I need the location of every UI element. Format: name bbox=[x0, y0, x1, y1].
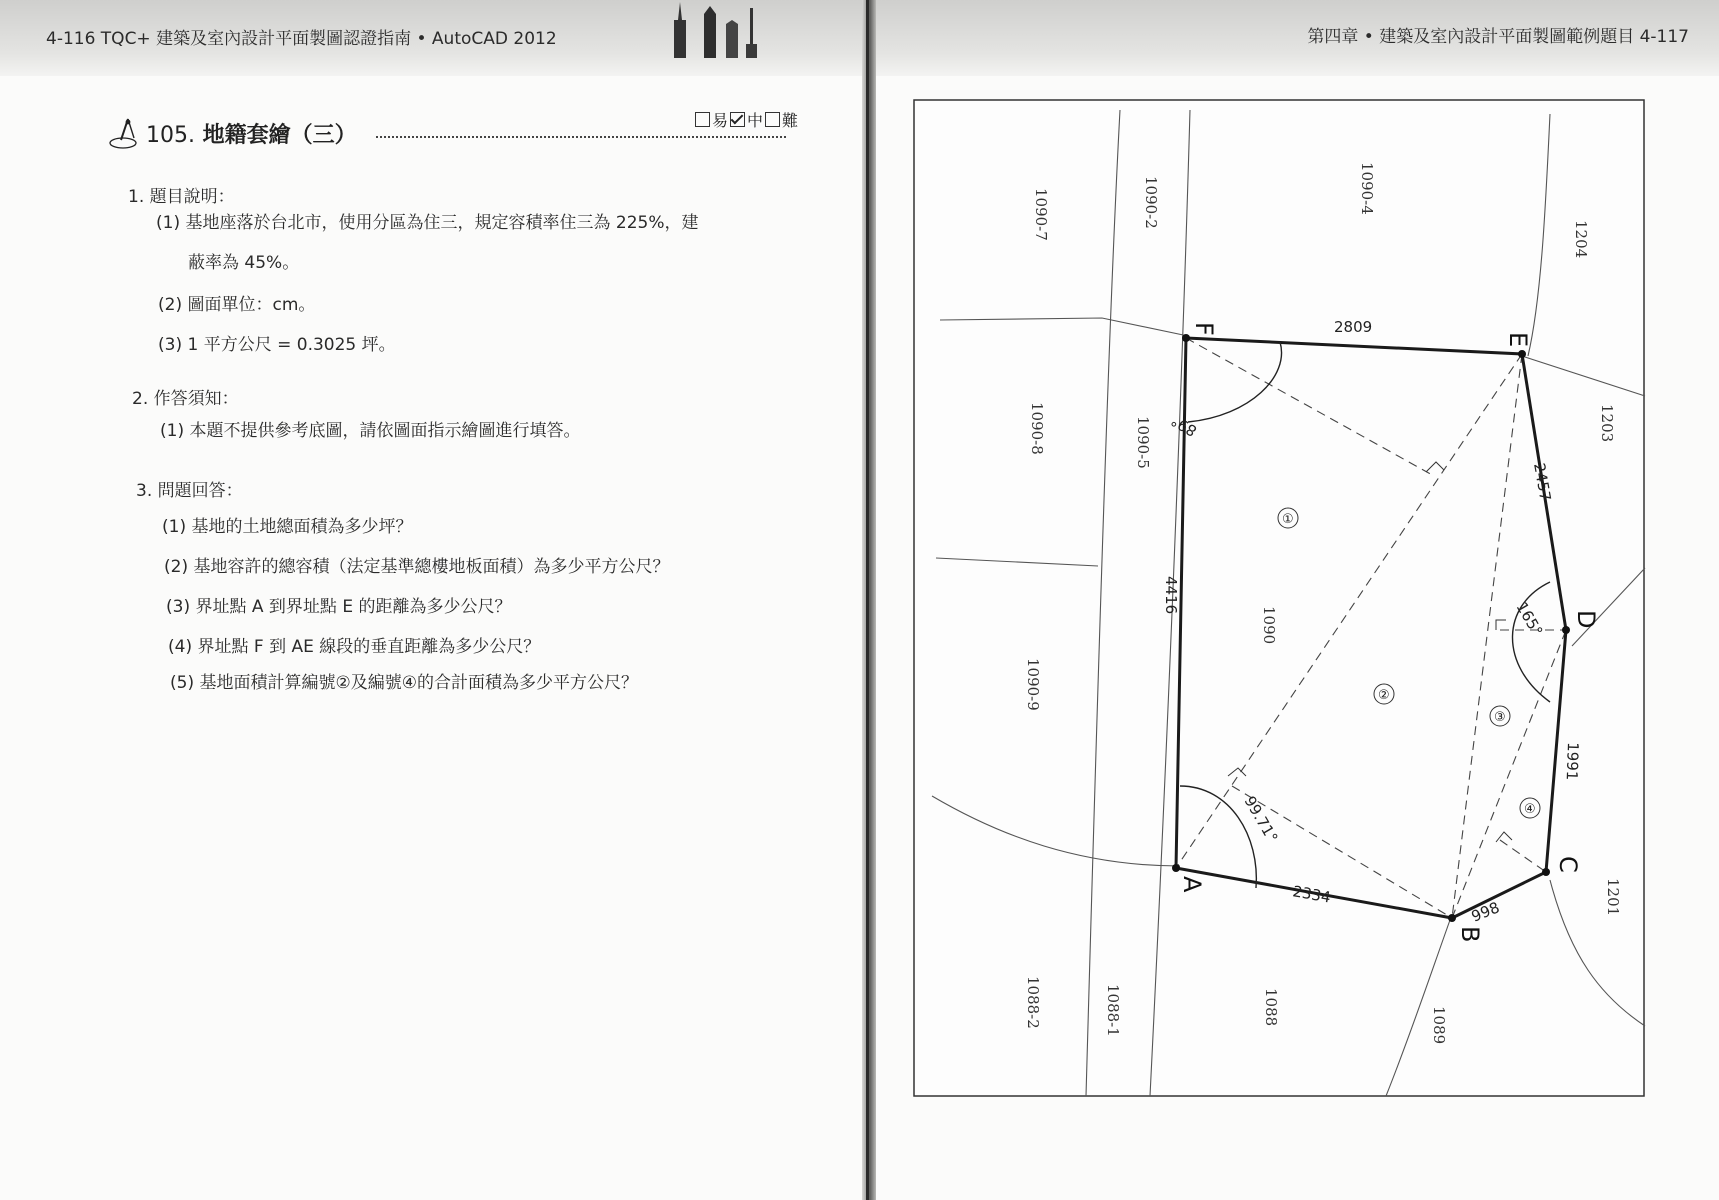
region-1-label: ① bbox=[1282, 512, 1294, 527]
question-title bbox=[108, 111, 798, 150]
dimension-AF: 4416 bbox=[1162, 576, 1180, 615]
region-4-label: ④ bbox=[1524, 802, 1536, 817]
section-heading: 3. 問題回答： bbox=[136, 481, 243, 501]
cadastral-svg bbox=[910, 96, 1690, 1106]
angle-label-F: 89° bbox=[1167, 411, 1200, 441]
title-text bbox=[146, 118, 357, 149]
parcel-label: 1090-8 bbox=[1028, 402, 1046, 455]
point-E bbox=[1518, 350, 1526, 358]
point-label-E: E bbox=[1504, 332, 1532, 348]
skyline-icon bbox=[668, 0, 778, 58]
parcel-label: 1088-2 bbox=[1024, 976, 1042, 1029]
parcel-label: 1089 bbox=[1430, 1006, 1448, 1045]
parcel-label: 1090-4 bbox=[1358, 162, 1376, 215]
medium-checkbox[interactable] bbox=[730, 112, 745, 127]
title-label: 地籍套繪（三） bbox=[202, 123, 357, 148]
left-page-header: 4-116 TQC+ 建築及室內設計平面製圖認證指南 • AutoCAD 2012 bbox=[46, 29, 557, 49]
section-item: (2) 圖面單位：cm。 bbox=[158, 295, 316, 315]
dimension-CB: 998 bbox=[1468, 898, 1503, 926]
point-A bbox=[1172, 864, 1180, 872]
angle-label-A: 99.71° bbox=[1240, 793, 1282, 846]
drawing-frame bbox=[914, 100, 1644, 1096]
medium-label: 中 bbox=[746, 111, 763, 130]
dimension-ED: 2457 bbox=[1530, 461, 1555, 503]
parcel-label: 1203 bbox=[1598, 404, 1616, 443]
difficulty-indicator bbox=[693, 108, 798, 131]
point-label-F: F bbox=[1190, 322, 1218, 336]
hard-label: 難 bbox=[781, 111, 798, 130]
point-D bbox=[1562, 626, 1570, 634]
region-3-label: ③ bbox=[1494, 710, 1506, 725]
parcel-label: 1090-2 bbox=[1142, 176, 1160, 229]
question-item: (1) 基地的土地總面積為多少坪？ bbox=[162, 517, 413, 537]
point-label-D: D bbox=[1572, 610, 1600, 629]
point-C bbox=[1542, 868, 1550, 876]
drafting-compass-icon bbox=[108, 116, 142, 150]
hard-checkbox[interactable] bbox=[765, 112, 780, 127]
point-label-B: B bbox=[1456, 926, 1484, 943]
section-heading: 2. 作答須知： bbox=[132, 389, 239, 409]
parcel-label: 1201 bbox=[1604, 878, 1622, 917]
section-item: 蔽率為 45%。 bbox=[188, 253, 300, 273]
title-leader-dots bbox=[376, 136, 786, 138]
easy-label: 易 bbox=[711, 111, 728, 130]
point-F bbox=[1182, 334, 1190, 342]
angle-label-D: 165° bbox=[1512, 599, 1547, 640]
question-item: (5) 基地面積計算編號②及編號④的合計面積為多少平方公尺？ bbox=[170, 673, 638, 693]
parcel-label: 1088 bbox=[1262, 988, 1280, 1027]
cadastral-drawing bbox=[910, 96, 1690, 1106]
easy-checkbox[interactable] bbox=[695, 112, 710, 127]
section-item: (1) 基地座落於台北市，使用分區為住三，規定容積率住三為 225%，建 bbox=[156, 213, 699, 233]
dimension-FE: 2809 bbox=[1334, 318, 1373, 336]
point-label-A: A bbox=[1178, 876, 1206, 893]
dimension-DC: 1991 bbox=[1562, 741, 1582, 781]
parcel-label: 1090-5 bbox=[1134, 416, 1152, 469]
parcel-label: 1090 bbox=[1260, 606, 1278, 645]
parcel-label: 1090-9 bbox=[1024, 658, 1042, 711]
question-item: (2) 基地容許的總容積（法定基準總樓地板面積）為多少平方公尺？ bbox=[164, 557, 670, 577]
title-number: 105. bbox=[146, 123, 195, 148]
parcel-label: 1090-7 bbox=[1032, 188, 1050, 241]
right-page-header: 第四章 • 建築及室內設計平面製圖範例題目 4-117 bbox=[1307, 27, 1689, 47]
gutter-line bbox=[866, 0, 869, 1200]
parcel-label: 1204 bbox=[1572, 220, 1590, 259]
dimension-BA: 2334 bbox=[1291, 882, 1333, 907]
section-item: (1) 本題不提供參考底圖，請依圖面指示繪圖進行填答。 bbox=[160, 421, 581, 441]
question-item: (4) 界址點 F 到 AE 線段的垂直距離為多少公尺？ bbox=[168, 637, 541, 657]
book-gutter bbox=[862, 0, 876, 1200]
point-label-C: C bbox=[1554, 856, 1582, 873]
question-item: (3) 界址點 A 到界址點 E 的距離為多少公尺？ bbox=[166, 597, 512, 617]
parcel-label: 1088-1 bbox=[1104, 984, 1122, 1037]
region-2-label: ② bbox=[1378, 688, 1390, 703]
section-heading: 1. 題目說明： bbox=[128, 187, 235, 207]
section-item: (3) 1 平方公尺 = 0.3025 坪。 bbox=[158, 335, 396, 355]
point-B bbox=[1448, 914, 1456, 922]
